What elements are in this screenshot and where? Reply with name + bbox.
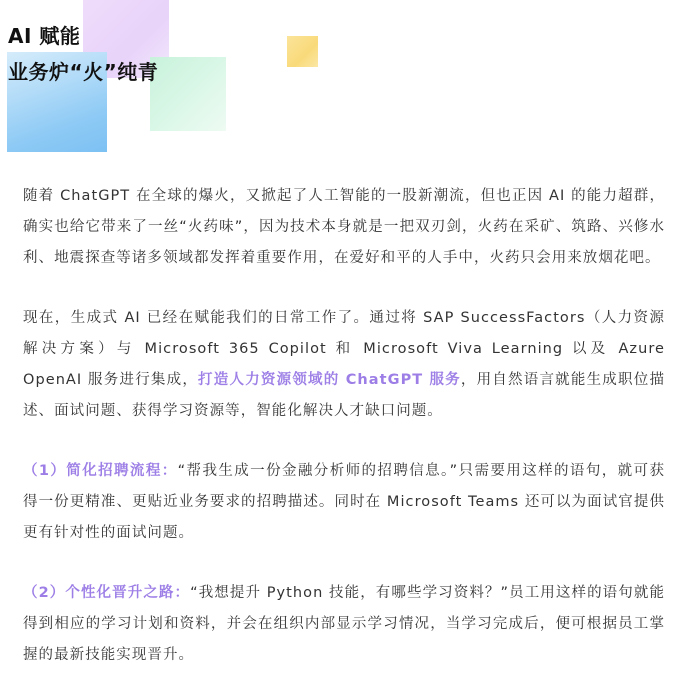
paragraph-intro: 随着 ChatGPT 在全球的爆火，又掀起了人工智能的一股新潮流，但也正因 AI 的能力超群，确实也给它带来了一丝“火药味”，因为技术本身就是一把双刃剑，火药在采矿、筑路、兴修水利、地震探查等诸多领域都发挥着重要作用，在爱好和平的人手中，火药只会用来放烟花吧。	[23, 188, 665, 266]
label-personalized-promotion: （2）个性化晋升之路：	[23, 585, 191, 601]
paragraph-recruiting	[23, 456, 665, 549]
decorative-green-square	[150, 57, 226, 131]
section-title-line1: AI 赋能	[8, 24, 81, 48]
paragraph-integration	[23, 303, 665, 427]
promotion-text: “我想提升 Python 技能，有哪些学习资料？”员工用这样的语句就能得到相应的学习计划和资料，并会在组织内部显示学习情况，当学习完成后，便可根据员工掌握的最新技能实现晋升。	[23, 585, 665, 663]
paragraph-integration-text-start: 现在，生成式 AI 已经在赋能我们的日常工作了。通过将 SAP SuccessFactors（人力资源解决方案）与 Microsoft 365 Copilot 和 Microsoft Viva Learning 以及 Azure OpenAI 服务进行集成，	[23, 310, 665, 388]
header-banner	[0, 0, 682, 160]
section-title-line2: 业务炉“火”纯青	[8, 60, 159, 84]
paragraph-promotion	[23, 578, 665, 671]
highlight-chatgpt-service: 打造人力资源领域的 ChatGPT 服务	[198, 372, 461, 388]
label-simplify-recruiting: （1）简化招聘流程：	[23, 463, 178, 479]
article-body	[23, 181, 665, 700]
recruiting-text: “帮我生成一份金融分析师的招聘信息。”只需要用这样的语句，就可获得一份更精准、更贴近业务要求的招聘描述。同时在 Microsoft Teams 还可以为面试官提供更有针对性的面试问题。	[23, 463, 665, 541]
paragraph-integration-text-end: ，用自然语言就能生成职位描述、面试问题、获得学习资源等，智能化解决人才缺口问题。	[23, 372, 665, 419]
decorative-yellow-square	[287, 36, 318, 67]
